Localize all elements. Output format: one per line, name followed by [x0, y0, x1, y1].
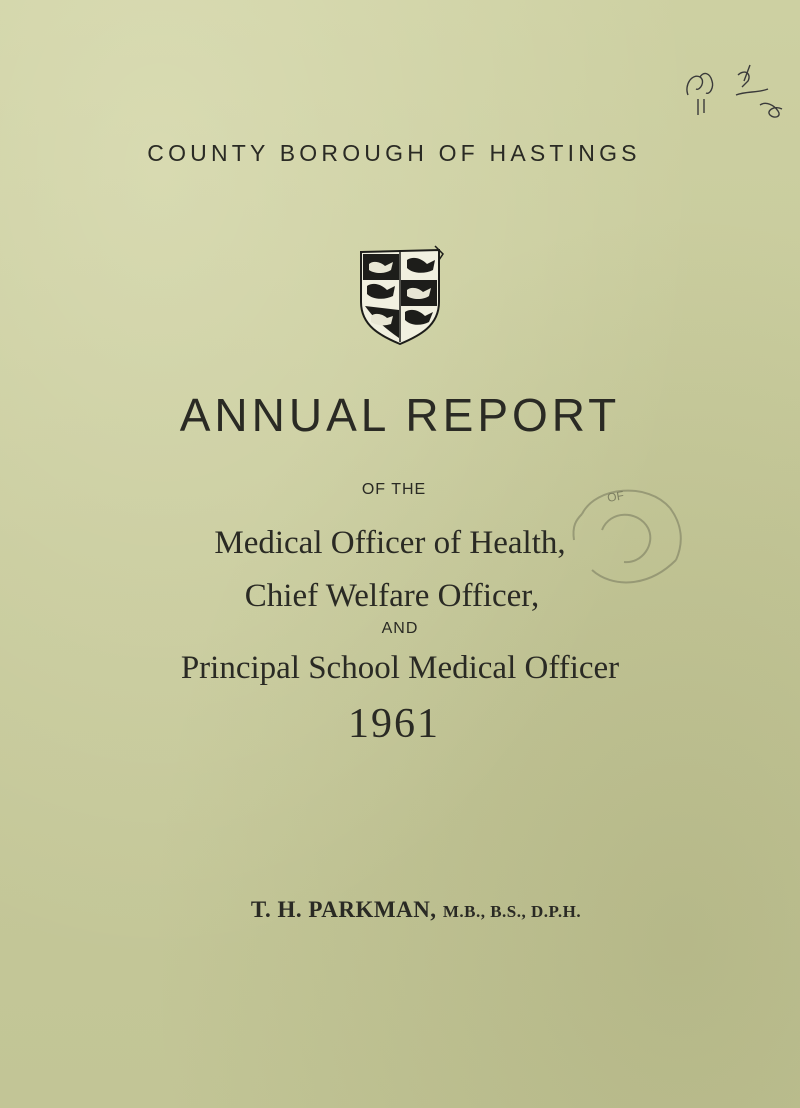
- author-name: T. H. PARKMAN,: [250, 897, 437, 922]
- title-line-medical-officer: Medical Officer of Health,: [214, 525, 566, 561]
- svg-text:OF: OF: [606, 488, 625, 505]
- report-title: ANNUAL REPORT: [179, 389, 621, 441]
- and-label: AND: [381, 620, 419, 637]
- library-stamp-icon: [552, 480, 692, 600]
- handwritten-note-icon: [670, 55, 800, 135]
- coat-of-arms-icon: [355, 240, 445, 345]
- author-credit: [16, 897, 800, 923]
- author-degrees: M.B., B.S., D.P.H.: [442, 902, 582, 921]
- borough-name: COUNTY BOROUGH OF HASTINGS: [147, 140, 641, 166]
- of-the-label: OF THE: [361, 481, 427, 498]
- title-line-school-officer: Principal School Medical Officer: [180, 650, 620, 686]
- report-year: 1961: [348, 701, 440, 747]
- title-line-welfare-officer: Chief Welfare Officer,: [244, 578, 540, 614]
